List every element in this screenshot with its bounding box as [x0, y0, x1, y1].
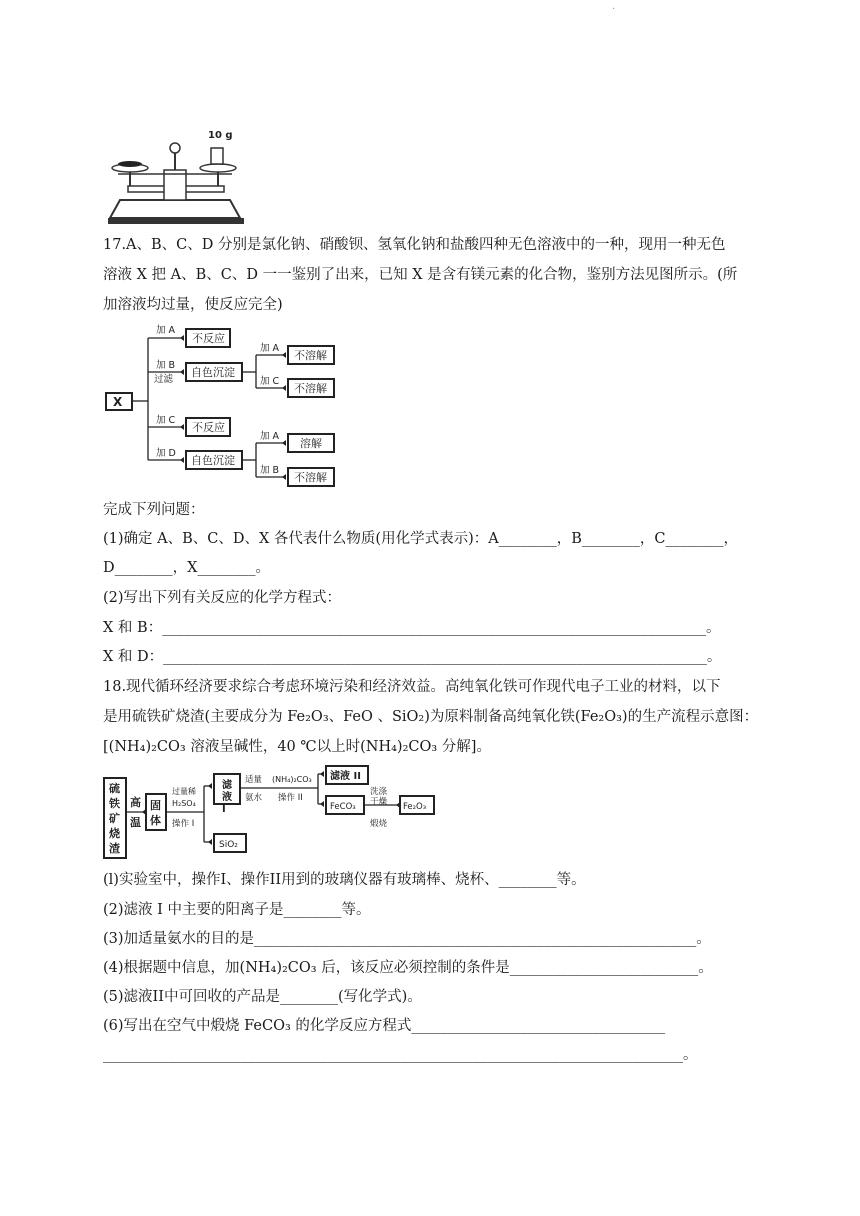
q18-part4: (4)根据题中信息，加(NH₄)₂CO₃ 后，该反应必须控制的条件是__________________________。	[103, 960, 713, 976]
balance-figure	[100, 126, 250, 226]
diagram-add-a-2: 加 A	[260, 343, 280, 354]
q17-prompt: 完成下列问题：	[103, 502, 205, 518]
flow-filtrate-1: 滤液 I	[222, 780, 232, 815]
diagram-add-a-3: 加 A	[260, 431, 280, 442]
diagram-no-reaction-1: 不反应	[192, 332, 225, 345]
production-flow-diagram	[100, 764, 440, 862]
flow-nh4co3: (NH₄)₂CO₃	[272, 775, 312, 784]
header-dot: ·	[612, 4, 616, 15]
diagram-add-d: 加 D	[156, 448, 176, 459]
diagram-add-a: 加 A	[156, 325, 176, 336]
diagram-white-precipitate-1: 自色沉淀	[191, 366, 235, 379]
flow-dry: 干燥	[370, 797, 388, 807]
diagram-root-x: X	[113, 395, 123, 409]
flow-high-temp-2: 温	[130, 816, 141, 829]
flow-operation-2: 操作 II	[278, 793, 303, 803]
flow-calcine: 煅烧	[370, 819, 388, 829]
flow-ammonia-2: 氨水	[245, 793, 263, 803]
flow-operation-1: 操作 I	[172, 819, 195, 829]
q17-text-line2: 溶液 X 把 A、B、C、D 一一鉴别了出来，已知 X 是含有镁元素的化合物，鉴别方法见图所示。(所	[103, 267, 738, 283]
q17-text-line1: 17.A、B、C、D 分别是氯化钠、硝酸钡、氢氧化钠和盐酸四种无色溶液中的一种，现用一种无色	[103, 237, 726, 253]
q18-part2: (2)滤液 I 中主要的阳离子是________等。	[103, 902, 371, 918]
identification-diagram	[100, 320, 345, 490]
flow-wash: 洗涤	[370, 787, 388, 797]
flow-ammonia-1: 适量	[245, 775, 263, 785]
q17-part2-x-and-d: X 和 D：___________________________________________________________________________。	[103, 649, 722, 665]
diagram-insoluble-3: 不溶解	[294, 471, 327, 484]
flow-excess-acid-2: H₂SO₄	[172, 799, 196, 808]
q18-part1: (l)实验室中，操作I、操作II用到的玻璃仪器有玻璃棒、烧杯、________等。	[103, 872, 586, 888]
flow-sio2: SiO₂	[219, 840, 238, 850]
q18-part6-line2: ________________________________________________________________________________。	[103, 1047, 698, 1063]
diagram-add-b-2: 加 B	[260, 465, 280, 476]
q18-part6-line1: (6)写出在空气中煅烧 FeCO₃ 的化学反应方程式___________________________________	[103, 1018, 666, 1034]
q18-text-line3: [(NH₄)₂CO₃ 溶液呈碱性，40 ℃以上时(NH₄)₂CO₃ 分解]。	[103, 739, 491, 755]
diagram-insoluble-1: 不溶解	[294, 349, 327, 362]
weight-label: 10 g	[208, 130, 233, 141]
q18-part3: (3)加适量氨水的目的是_____________________________________________________________。	[103, 931, 711, 947]
flow-feco3: FeCO₃	[330, 802, 356, 812]
q18-text-line1: 18.现代循环经济要求综合考虑环境污染和经济效益。高纯氧化铁可作现代电子工业的材料，以下	[103, 679, 721, 695]
diagram-add-b: 加 B	[156, 360, 176, 371]
q17-part2-x-and-b: X 和 B：___________________________________________________________________________。	[103, 620, 721, 636]
q18-part5: (5)滤液II中可回收的产品是________(写化学式)。	[103, 989, 422, 1005]
q17-part1-line2: D________，X________。	[103, 560, 270, 576]
flow-solid: 固体	[150, 799, 161, 827]
flow-excess-acid-1: 过量稀	[172, 787, 196, 796]
q18-text-line2: 是用硫铁矿烧渣(主要成分为 Fe₂O₃、FeO 、SiO₂)为原料制备高纯氧化铁(Fe₂O₃)的生产流程示意图：	[103, 709, 759, 725]
diagram-add-c-2: 加 C	[260, 376, 280, 387]
diagram-no-reaction-2: 不反应	[192, 421, 225, 434]
flow-high-temp-1: 高	[130, 796, 141, 809]
q17-text-line3: 加溶液均过量，使反应完全)	[103, 297, 283, 313]
diagram-add-c: 加 C	[156, 415, 176, 426]
q17-part2: (2)写出下列有关反应的化学方程式：	[103, 590, 342, 606]
diagram-white-precipitate-2: 自色沉淀	[191, 454, 235, 467]
diagram-insoluble-2: 不溶解	[294, 382, 327, 395]
diagram-filter: 过滤	[154, 374, 174, 385]
flow-fe2o3: Fe₂O₃	[403, 802, 427, 812]
flow-raw-material: 硫铁矿烧渣	[109, 782, 120, 855]
flow-filtrate-2: 滤液 II	[330, 771, 361, 782]
diagram-dissolve: 溶解	[300, 437, 322, 450]
q17-part1-line1: (1)确定 A、B、C、D、X 各代表什么物质(用化学式表示)：A________，B________，C________，	[103, 531, 738, 547]
